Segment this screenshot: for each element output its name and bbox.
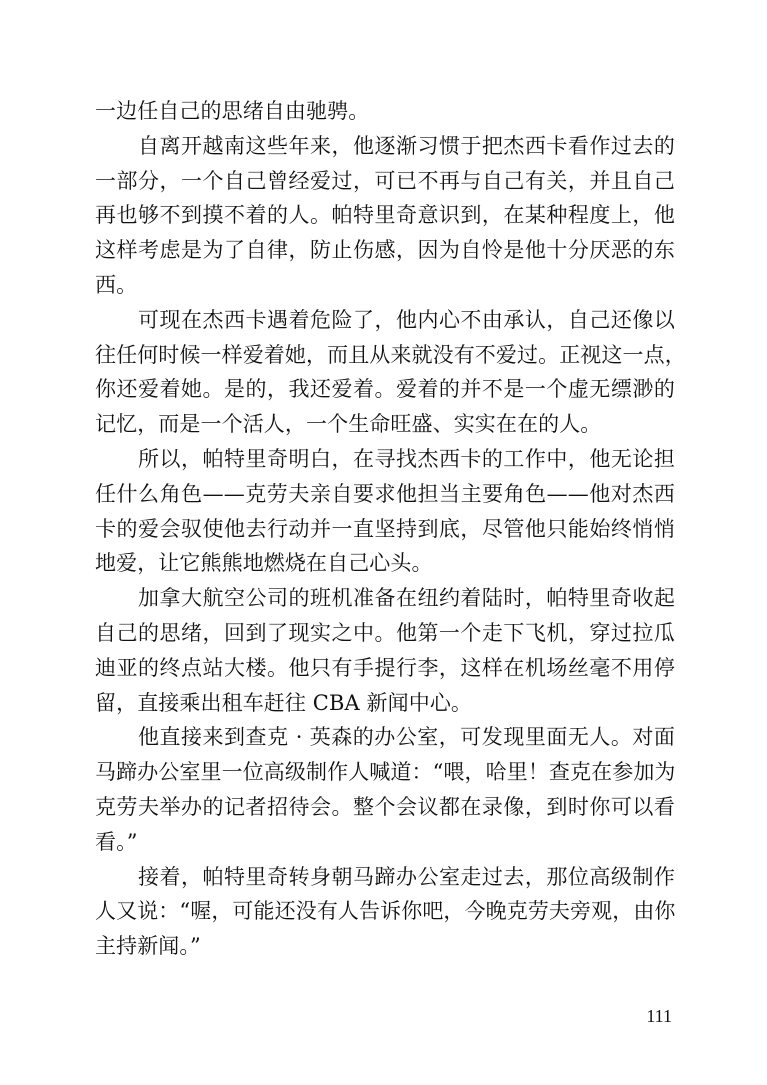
text-line: 这样考虑是为了自律，防止伤感，因为自怜是他十分厌恶的东 — [95, 238, 675, 263]
text-line: 看。” — [95, 829, 138, 854]
text-line: 卡的爱会驭使他去行动并一直坚持到底，尽管他只能始终悄悄 — [95, 516, 675, 541]
text-line: 任什么角色——克劳夫亲自要求他担当主要角色——他对杰西 — [95, 481, 675, 506]
text-line: 克劳夫举办的记者招待会。整个会议都在录像，到时你可以看 — [95, 794, 675, 819]
text-line: 留，直接乘出租车赶往 CBA 新闻中心。 — [95, 690, 473, 715]
text-line: 人又说：“喔，可能还没有人告诉你吧，今晚克劳夫旁观，由你 — [95, 899, 676, 924]
text-line: 自离开越南这些年来，他逐渐习惯于把杰西卡看作过去的 — [138, 133, 675, 158]
text-line: 迪亚的终点站大楼。他只有手提行李，这样在机场丝毫不用停 — [95, 655, 675, 680]
text-line: 一边任自己的思绪自由驰骋。 — [95, 99, 370, 123]
text-line: 往任何时候一样爱着她，而且从来就没有不爱过。正视这一点， — [95, 342, 686, 367]
text-line: 地爱，让它熊熊地燃烧在自己心头。 — [95, 551, 433, 576]
text-line: 加拿大航空公司的班机准备在纽约着陆时，帕特里奇收起 — [138, 586, 675, 611]
text-line: 主持新闻。” — [95, 934, 201, 959]
text-line: 所以，帕特里奇明白，在寻找杰西卡的工作中，他无论担 — [138, 446, 675, 471]
text-line: 一部分，一个自己曾经爱过，可已不再与自己有关，并且自己 — [95, 168, 675, 193]
text-line: 可现在杰西卡遇着危险了，他内心不由承认，自己还像以 — [138, 307, 675, 332]
text-line: 你还爱着她。是的，我还爱着。爱着的并不是一个虚无缥渺的 — [95, 377, 675, 402]
text-line: 他直接来到查克 · 英森的办公室，可发现里面无人。对面 — [138, 725, 675, 750]
text-line: 西。 — [95, 272, 138, 297]
page-number: 111 — [646, 1006, 672, 1026]
text-line: 马蹄办公室里一位高级制作人喊道：“喂，哈里！查克在参加为 — [95, 760, 676, 785]
text-line: 接着，帕特里奇转身朝马蹄办公室走过去，那位高级制作 — [138, 864, 675, 889]
text-line: 再也够不到摸不着的人。帕特里奇意识到，在某种程度上，他 — [95, 203, 675, 228]
page-body-text — [95, 94, 686, 964]
text-line: 自己的思绪，回到了现实之中。他第一个走下飞机，穿过拉瓜 — [95, 620, 675, 645]
text-line: 记忆，而是一个活人，一个生命旺盛、实实在在的人。 — [95, 412, 602, 437]
